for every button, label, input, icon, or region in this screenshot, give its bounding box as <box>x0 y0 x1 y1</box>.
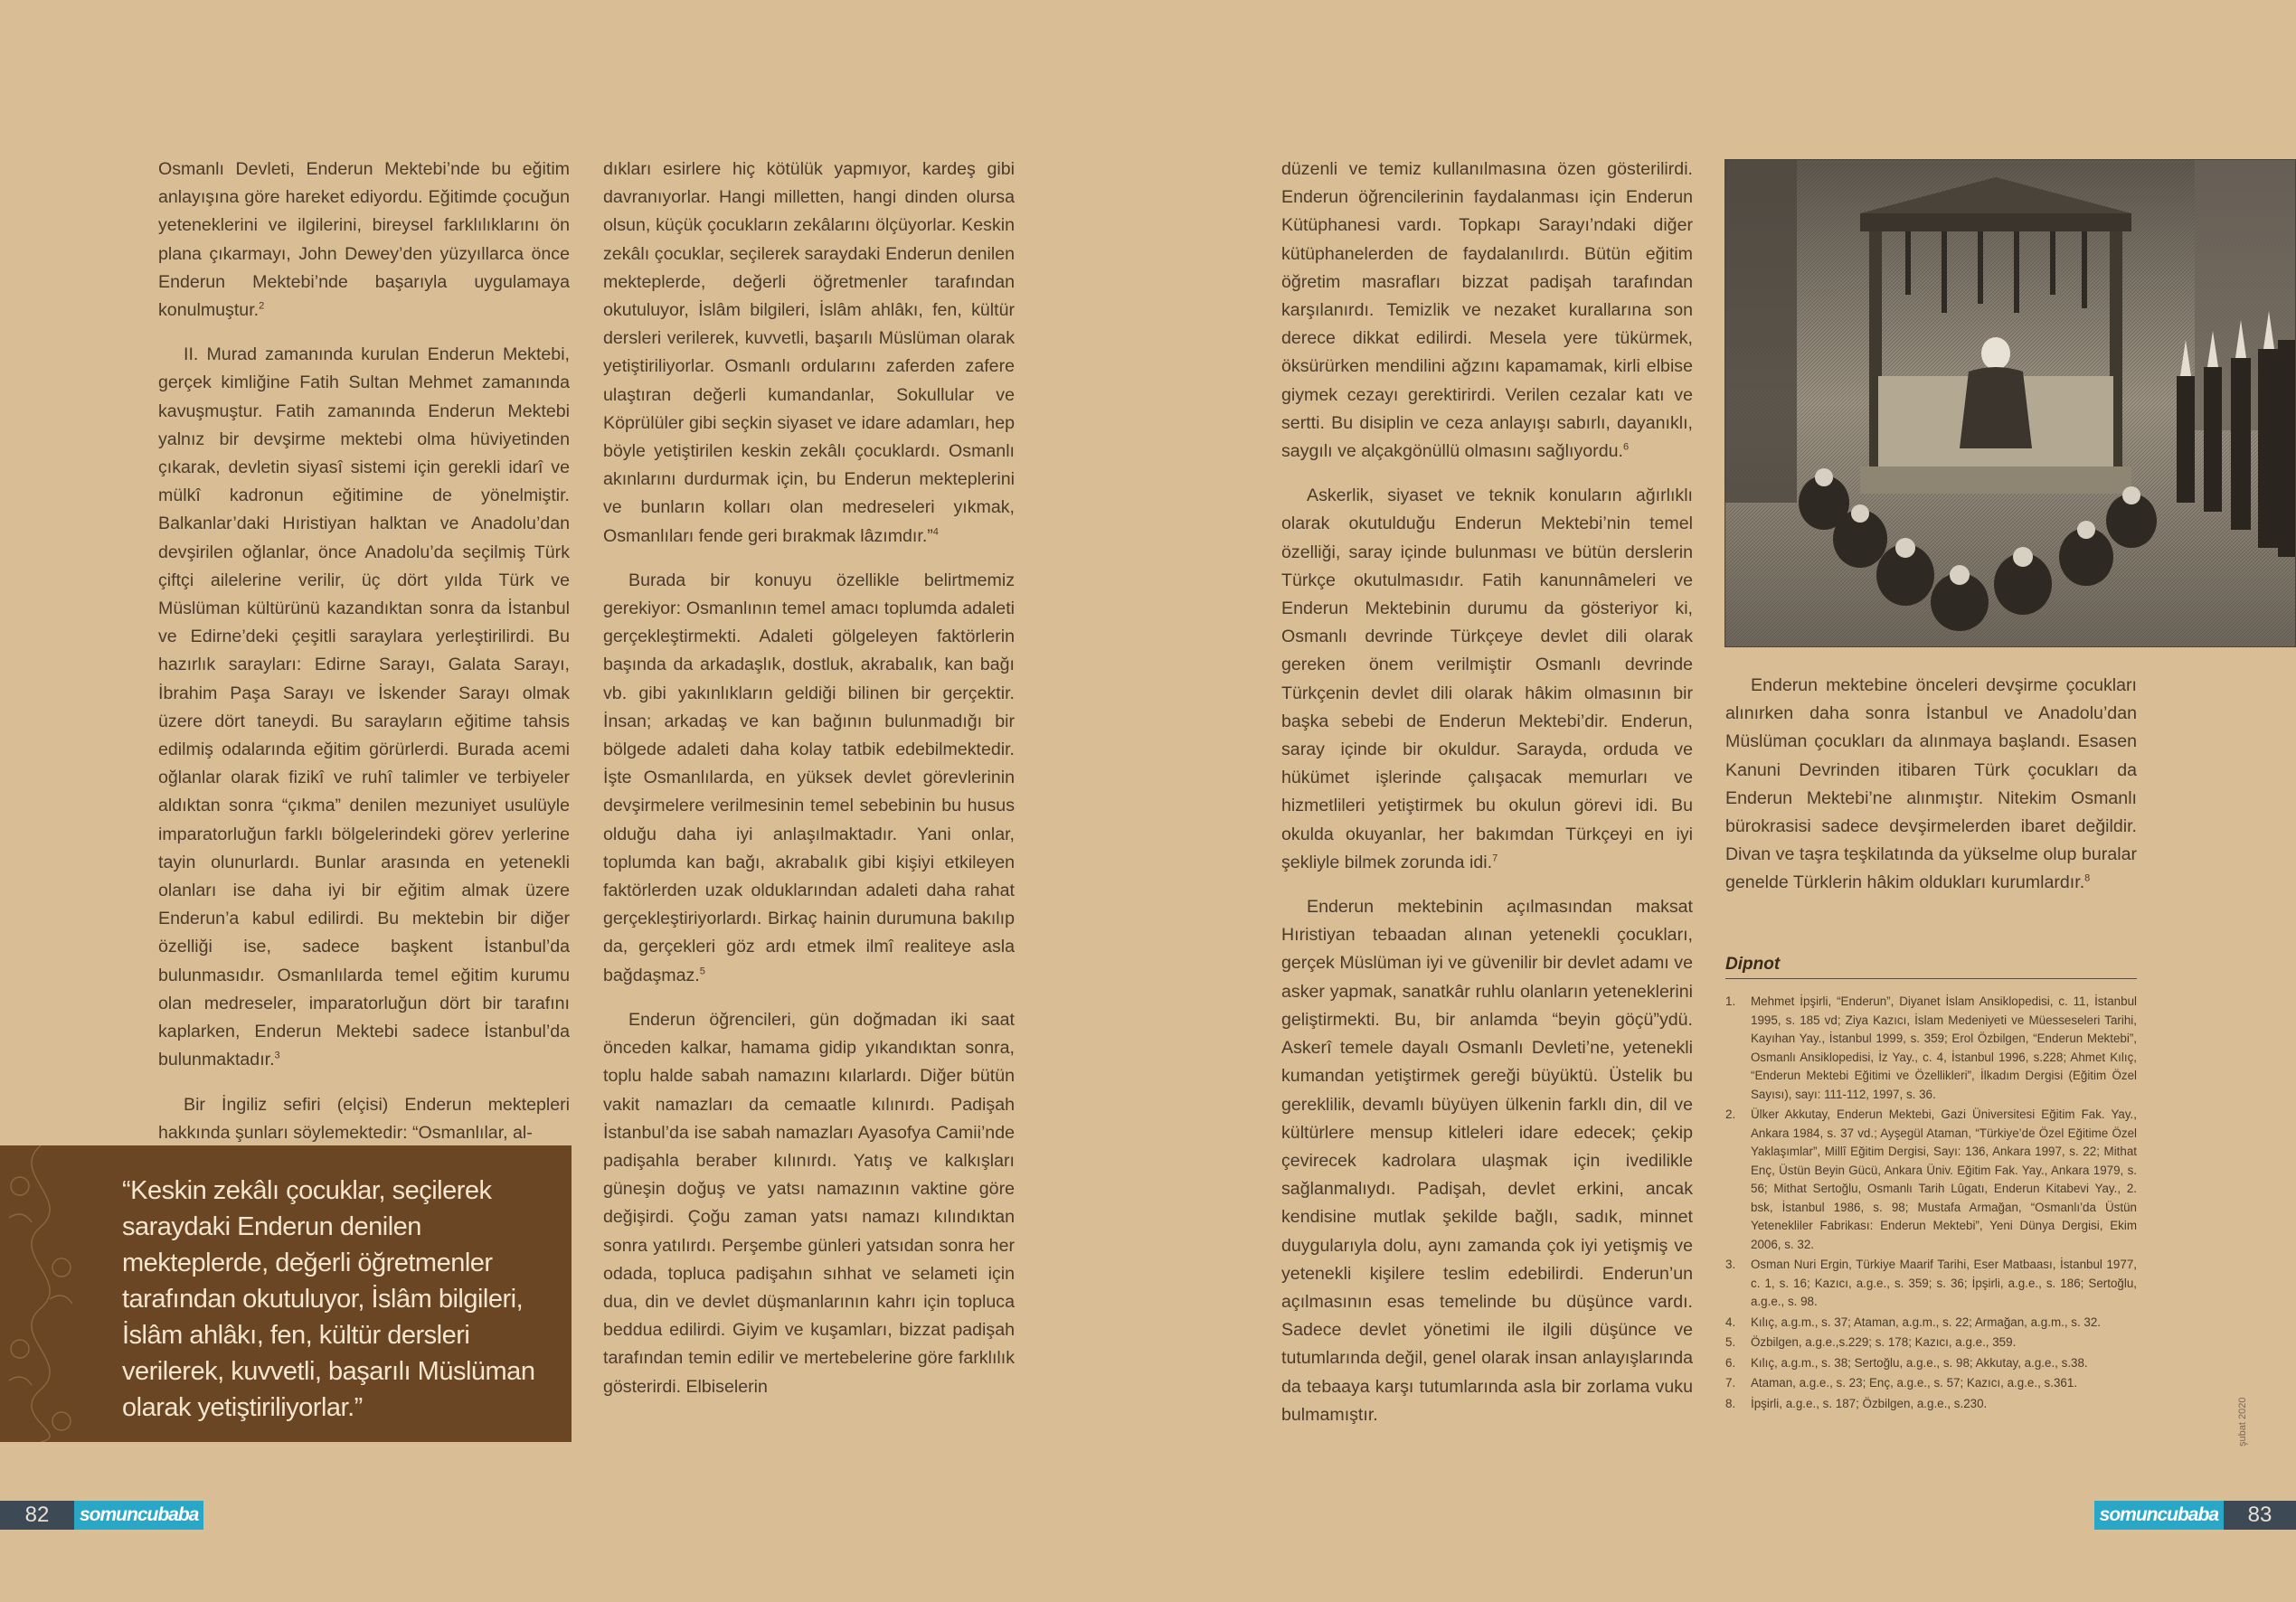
engraving-illustration <box>1724 159 2296 647</box>
paragraph: Osmanlı Devleti, Enderun Mektebi’nde bu eğitim anlayışına göre hareket ediyordu. Eğitimde çocuğun yeteneklerini ve ilgilerini, bireysel farklılıklarını ön plana çıkarmayı, John Dewey’den yüzyıllarca önce Enderun Mektebi’nde başarıyla uygulamaya konulmuştur.$^2$ <box>158 159 570 321</box>
issue-date: şubat 2020 <box>2237 1397 2248 1447</box>
footnotes-list <box>1725 993 2137 1415</box>
text-column-4 <box>1725 672 2137 914</box>
floral-ornament-icon <box>0 1145 81 1442</box>
footnote-item: 7. Ataman, a.g.e., s. 23; Enç, a.g.e., s. 57; Kazıcı, a.g.e., s.361. <box>1725 1376 2078 1390</box>
text-column-1 <box>158 155 570 1164</box>
brand-logo-left: somuncubaba <box>74 1501 203 1530</box>
page-number-left: 82 <box>0 1501 74 1530</box>
paragraph: Enderun mektebine önceleri devşirme çocukları alınırken daha sonra İstanbul ve Anadolu’dan Müslüman çocukları da alınmaya başlandı. Esasen Kanuni Devrinden itibaren Türk çocukları da Enderun Mektebi’ne alınmıştır. Nitekim Osmanlı bürokrasisi sadece devşirmelerden ibaret değildir. Divan ve taşra teşkilatında da yükselme olup buralar genelde Türklerin hâkim oldukları kurumlardır.$^8$ <box>1725 675 2137 893</box>
paragraph: Enderun mektebinin açılmasından maksat Hıristiyan tebaadan alınan yetenekli çocukları, gerçek Müslüman iyi ve güvenilir bir devlet adamı ve asker yapmak, sanatkâr ruhlu olanların yeteneklerini geliştirmekti. Bu, bir anlamda “beyin göçü”ydü. Askerî temele dayalı Osmanlı Devleti’ne, yetenekli kumandan yetiştirmek gereği büyüktü. Üstelik bu gereklilik, devamlı büyüyen ülkenin farklı din, dil ve kültürlere mensup kitleleri idare edecek; çekip çevirecek kadrolara ulaşmak için ivedilikle sağlanmalıydı. Padişah, devlet erkini, ancak kendisine mutlak şekilde bağlı, sadık, minnet duygularıyla dolu, aynı zamanda çok iyi yetişmiş ve yetenekli kişilere teslim edebilirdi. Enderun’un açılmasının esas temelinde bu düşünce vardı. Sadece devlet yönetimi ile ilgili düşünce ve tutumlarında değil, genel olarak insan anlayışlarında da tebaaya karşı tutumlarında asla bir zorlama vuku bulmamıştır. <box>1281 897 1693 1425</box>
paragraph: dıkları esirlere hiç kötülük yapmıyor, kardeş gibi davranıyorlar. Hangi milletten, hangi dinden olursa olsun, küçük çocukların zekâlarını ölçüyorlar. Keskin zekâlı çocuklar, seçilerek saraydaki Enderun denilen mekteplerde, değerli öğretmenler tarafından okutuluyor, İslâm bilgileri, İslâm ahlâkı, fen, kültür dersleri verilerek, kuvvetli, başarılı Müslüman olarak yetiştiriliyorlar. Osmanlı ordularını zaferden zafere ulaştıran değerli kumandanlar, Sokullular ve Köprülüler gibi seçkin siyaset ve idare adamları, hep böyle yetiştirilen keskin zekâlı çocuklardı. Osmanlı akınlarını durdurmak için, bu Enderun mekteplerini ve bunların kolları olan medreseleri yıkmak, Osmanlıları fende geri bırakmak lâzımdır.”$^4$ <box>603 159 1015 546</box>
footnote-item: 5. Özbilgen, a.g.e.,s.229; s. 178; Kazıcı, a.g.e., 359. <box>1725 1335 2017 1349</box>
footer-right <box>2094 1501 2296 1530</box>
paragraph: Askerlik, siyaset ve teknik konuların ağırlıklı olarak okutulduğu Enderun Mektebi’nin temel özelliği, saray içinde bulunması ve bütün derslerin Türkçe okutulmasıdır. Fatih kanunnâmeleri ve Enderun Mektebinin durumu da gösteriyor ki, Osmanlı devrinde Türkçeye devlet dili olarak gereken önem verilmiştir Osmanlı devrinde Türkçenin devlet dili olarak hâkim olmasının bir başka sebebi de Enderun Mektebi’dir. Enderun, saray içinde bir okuldur. Sarayda, orduda ve hükümet işlerinde çalışacak memurları ve hizmetlileri yetiştirmek bu okulun görevi idi. Bu okulda okuyanlar, her bakımdan Türkçeyi en iyi şekliyle bilmek zorunda idi.$^7$ <box>1281 485 1693 872</box>
footnote-item: 6. Kılıç, a.g.m., s. 38; Sertoğlu, a.g.e., s. 98; Akkutay, a.g.e., s.38. <box>1725 1355 2088 1370</box>
paragraph: düzenli ve temiz kullanılmasına özen gösterilirdi. Enderun öğrencilerinin faydalanması için Enderun Kütüphanesi vardı. Topkapı Sarayı’ndaki diğer kütüphanelerden de faydalanılırdı. Bütün eğitim öğretim masrafları bizzat padişah tarafından karşılanırdı. Temizlik ve nezaket kurallarına son derece dikkat edilirdi. Mesela yere tükürmek, öksürürken mendilini ağzını kapamamak, kirli elbise giymek cezayı gerektirirdi. Verilen cezalar katı ve sertti. Bu disiplin ve ceza anlayışı sabırlı, dayanıklı, saygılı ve alçakgönüllü olmasını sağlıyordu.$^6$ <box>1281 159 1693 462</box>
text-column-2 <box>603 155 1015 1418</box>
paragraph: Bir İngiliz sefiri (elçisi) Enderun mektepleri hakkında şunları söylemektedir: “Osmanlılar, al- <box>158 1094 570 1143</box>
brand-logo-right: somuncubaba <box>2094 1501 2224 1530</box>
text-column-3 <box>1281 155 1693 1446</box>
throne-room-engraving-icon <box>1724 159 2296 647</box>
paragraph: Enderun öğrencileri, gün doğmadan iki saat önceden kalkar, hamama gidip yıkandıktan sonra, toplu halde sabah namazını kılarlardı. Diğer bütün vakit namazları da cemaatle kılınırdı. Padişah İstanbul’da ise sabah namazları Ayasofya Camii’nde padişahla beraber kılınırdı. Yatış ve kalkışları güneşin doğuş ve yatsı namazının vaktine göre değişirdi. Çoğu zaman yatsı namazı kılındıktan sonra yatılırdı. Perşembe günleri yatsıdan sonra her odada, topluca padişahın sıhhat ve selameti için dua, din ve devlet düşmanlarının kahrı için topluca beddua edilirdi. Giyim ve kuşamları, bizzat padişah tarafından temin edilir ve mertebelerine göre farklılık gösterirdi. Elbiselerin <box>603 1009 1015 1397</box>
paragraph: Burada bir konuyu özellikle belirtmemiz gerekiyor: Osmanlının temel amacı toplumda adaleti gerçekleştirmekti. Adaleti gölgeleyen faktörlerin başında da arkadaşlık, dostluk, akrabalık, kan bağı vb. gibi yakınlıkların geldiği bilinen bir gerçektir. İnsan; arkadaş ve kan bağının bulunmadığı bir bölgede adaleti daha kolay tatbik edebilmektedir. İşte Osmanlılarda, en yüksek devlet görevlerinin devşirmelere verilmesinin temel sebebinin bu husus olduğu daha iyi anlaşılmaktadır. Yani onlar, toplumda kan bağı, akrabalık gibi kişiyi etkileyen faktörlerden uzak olduklarından adaleti daha rahat gerçekleştiriyorlardı. Birkaç hainin durumuna bakılıp da, gerçekleri göz ardı etmek ilmî realiteye asla bağdaşmaz.$^5$ <box>603 570 1015 985</box>
footnote-item: 8. İpşirli, a.g.e., s. 187; Özbilgen, a.g.e., s.230. <box>1725 1396 1988 1410</box>
footnote-item: 3. Osman Nuri Ergin, Türkiye Maarif Tarihi, Eser Matbaası, İstanbul 1977, c. 1, s. 16; Kazıcı, a.g.e., s. 359; s. 36; İpşirli, a.g.e., s. 186; Sertoğlu, a.g.e., s. 98. <box>1725 1258 2137 1308</box>
pull-quote-text: “Keskin zekâlı çocuklar, seçilerek saraydaki Enderun denilen mekteplerde, değerli öğretmenler tarafından okutuluyor, İslâm bilgileri, İslâm ahlâkı, fen, kültür dersleri verilerek, kuvvetli, başarılı Müslüman olarak yetiştiriliyorlar.” <box>122 1176 535 1422</box>
footer-left <box>0 1501 203 1530</box>
footnote-item: 2. Ülker Akkutay, Enderun Mektebi, Gazi Üniversitesi Eğitim Fak. Yay., Ankara 1984, s. 37 vd.; Ayşegül Ataman, “Türkiye’de Özel Eğitime Özel Yaklaşımlar”, Millî Eğitim Dergisi, Sayı: 136, Ankara 1997, s. 22; Mithat Enç, Üstün Beyin Gücü, Ankara Üniv. Eğitim Fak. Yay., Ankara 1979, s. 56; Mithat Sertoğlu, Osmanlı Tarih Lûgatı, Enderun Kitabevi Yay., 2. bsk, İstanbul 1986, s. 98; Mustafa Armağan, “Osmanlı’da Üstün Yetenekliler Fabrikası: Enderun Mektebi”, Yeni Dünya Dergisi, Ekim 2006, s. 32. <box>1725 1107 2137 1251</box>
footnote-item: 4. Kılıç, a.g.m., s. 37; Ataman, a.g.m., s. 22; Armağan, a.g.m., s. 32. <box>1725 1315 2102 1329</box>
pull-quote-box <box>0 1145 572 1442</box>
footnotes-heading: Dipnot <box>1725 955 2137 979</box>
page-number-right: 83 <box>2224 1501 2296 1530</box>
footnote-item: 1. Mehmet İpşirli, “Enderun”, Diyanet İslam Ansiklopedisi, c. 11, İstanbul 1995, s. 185 vd; Ziya Kazıcı, İslam Medeniyeti ve Müesseseleri Tarihi, Kayıhan Yay., İstanbul 1999, s. 359; Erol Özbilgen, “Enderun Mektebi”, Osmanlı Ansiklopedisi, İz Yay., c. 4, İstanbul 1996, s.228; Ahmet Kılıç, “Enderun Mektebi Eğitimi ve Özellikleri”, İlkadım Dergisi (Eğitim Özel Sayısı), sayı: 111-112, 1997, s. 36. <box>1725 994 2137 1101</box>
paragraph: II. Murad zamanında kurulan Enderun Mektebi, gerçek kimliğine Fatih Sultan Mehmet zamanında kavuşmuştur. Fatih zamanında Enderun Mektebi yalnız bir devşirme mektebi olma hüviyetinden çıkarak, devletin siyasî sistemi için gerekli idarî ve mülkî kadronun eğitimine de yönelmiştir. Balkanlar’daki Hıristiyan halktan ve Anadolu’dan devşirilen oğlanlar, önce Anadolu’da seçilmiş Türk çiftçi ailelerine verilir, üç dört yılda Türk ve Müslüman kültürünü kazandıktan sonra da İstanbul ve Edirne’deki çeşitli saraylara yerleştirilirdi. Bu hazırlık sarayları: Edirne Sarayı, Galata Sarayı, İbrahim Paşa Sarayı ve İskender Sarayı olmak üzere dört taneydi. Bu sarayların eğitime tahsis edilmiş odalarında eğitim görürlerdi. Burada acemi oğlanlar olarak fizikî ve ruhî talimler ve terbiyeler aldıktan sonra “çıkma” denilen mezuniyet usulüyle imparatorluğun farklı bölgelerindeki görev yerlerine tayin olunurlardı. Bunlar arasında en yetenekli olanları ise daha iyi bir eğitim almak üzere Enderun’a kabul edilirdi. Bu mektebin bir diğer özelliği ise, sadece başkent İstanbul’da bulunmasıdır. Osmanlılarda temel eğitim kurumu olan medreseler, imparatorluğun dört bir tarafını kaplarken, Enderun Mektebi sadece İstanbul’da bulunmaktadır.$^3$ <box>158 344 570 1070</box>
